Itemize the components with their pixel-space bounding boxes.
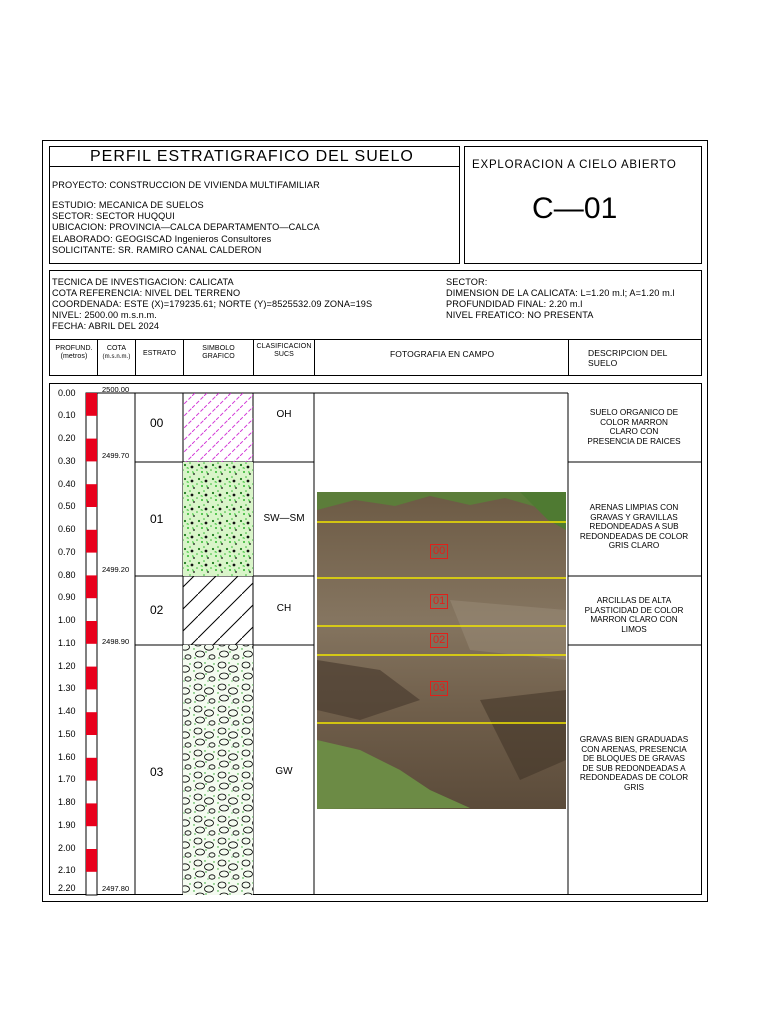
depth-label: 0.70 <box>58 547 76 557</box>
depth-label: 1.00 <box>58 615 76 625</box>
col-cota-1: COTA <box>106 345 127 352</box>
depth-label: 0.00 <box>58 388 76 398</box>
depth-label: 2.20 <box>58 883 76 893</box>
depth-label: 1.50 <box>58 729 76 739</box>
exploration-title: EXPLORACION A CIELO ABIERTO <box>472 159 677 171</box>
page-title: PERFIL ESTRATIGRAFICO DEL SUELO <box>90 148 414 165</box>
col-simbolo-1: SIMBOLO <box>202 345 235 352</box>
col-profund-2: (metros) <box>60 353 88 360</box>
proyecto-line: PROYECTO: CONSTRUCCION DE VIVIENDA MULTIFAMILIAR <box>52 180 320 190</box>
coordenada-line: COORDENADA: ESTE (X)=179235.61; NORTE (Y)=8525532.09 ZONA=19S <box>52 299 373 309</box>
profundidad-line: PROFUNDIDAD FINAL: 2.20 m.l <box>446 299 583 309</box>
depth-label: 0.40 <box>58 479 76 489</box>
sector-line: SECTOR: SECTOR HUQQUI <box>52 211 175 221</box>
depth-label: 1.10 <box>58 638 76 648</box>
depth-label: 0.90 <box>58 592 76 602</box>
depth-label: 0.10 <box>58 410 76 420</box>
stratum-number: 01 <box>150 512 164 526</box>
desc-line: PLASTICIDAD DE COLOR <box>584 605 684 615</box>
depth-label: 2.00 <box>58 843 76 853</box>
depth-label: 1.90 <box>58 820 76 830</box>
sucs-class: CH <box>276 603 292 614</box>
col-estrato: ESTRATO <box>142 350 177 357</box>
sucs-class: OH <box>276 409 292 420</box>
col-simbolo-2: GRAFICO <box>202 353 235 360</box>
depth-label: 1.30 <box>58 683 76 693</box>
stratum-description <box>572 408 696 446</box>
depth-label: 0.50 <box>58 501 76 511</box>
col-desc-2: SUELO <box>588 358 618 368</box>
desc-line: PRESENCIA DE RAICES <box>587 436 681 446</box>
sucs-class: GW <box>275 766 293 777</box>
desc-line: GRIS <box>623 782 645 792</box>
solicitante-line: SOLICITANTE: SR. RAMIRO CANAL CALDERON <box>52 245 262 255</box>
cota-label: 2499.70 <box>102 451 130 460</box>
cota-label: 2497.80 <box>102 884 130 893</box>
freatico-line: NIVEL FREATICO: NO PRESENTA <box>446 310 594 320</box>
depth-label: 1.20 <box>58 661 76 671</box>
fecha-line: FECHA: ABRIL DEL 2024 <box>52 321 160 331</box>
col-cota-2: (m.s.n.m.) <box>102 354 131 360</box>
stratum-description <box>572 503 696 551</box>
cota-ref-line: COTA REFERENCIA: NIVEL DEL TERRENO <box>52 288 241 298</box>
desc-line: REDONDEADAS A SUB <box>589 522 679 532</box>
cota-label: 2499.20 <box>102 565 130 574</box>
stratum-number: 02 <box>150 603 164 617</box>
desc-line: GRAVAS BIEN GRADUADAS <box>579 735 689 744</box>
photo-label: 00 <box>430 544 448 559</box>
desc-line: CON ARENAS, PRESENCIA <box>581 744 687 754</box>
desc-line: LIMOS <box>621 624 647 634</box>
elaborado-line: ELABORADO: GEOGISCAD Ingenieros Consultores <box>52 234 272 244</box>
pit-code: C—01 <box>532 192 618 225</box>
stratum-description <box>572 596 696 634</box>
nivel-line: NIVEL: 2500.00 m.s.n.m. <box>52 310 157 320</box>
depth-label: 1.70 <box>58 774 76 784</box>
col-foto: FOTOGRAFIA EN CAMPO <box>390 349 495 359</box>
desc-line: REDONDEADAS DE COLOR <box>579 531 689 541</box>
desc-line: CLARO CON <box>609 427 659 437</box>
depth-label: 2.10 <box>58 865 76 875</box>
desc-line: ARCILLAS DE ALTA <box>596 596 672 605</box>
depth-label: 0.80 <box>58 570 76 580</box>
stratum-number: 00 <box>150 416 164 430</box>
depth-label: 1.80 <box>58 797 76 807</box>
col-clasif-1: CLASIFICACION <box>256 343 312 350</box>
depth-label: 0.20 <box>58 433 76 443</box>
photo-label: 02 <box>430 633 448 648</box>
stratum-number: 03 <box>150 765 164 779</box>
estudio-line: ESTUDIO: MECANICA DE SUELOS <box>52 200 204 210</box>
cota-label: 2498.90 <box>102 637 130 646</box>
stratum-description <box>572 735 696 793</box>
sucs-class: SW—SM <box>263 513 305 524</box>
desc-line: ARENAS LIMPIAS CON <box>589 503 679 512</box>
col-profund-1: PROFUND. <box>55 345 93 352</box>
desc-line: SUELO ORGANICO DE <box>589 408 679 417</box>
sector-field: SECTOR: <box>446 277 488 287</box>
desc-line: REDONDEADAS DE COLOR <box>579 773 689 783</box>
cota-label: 2500.00 <box>102 385 130 394</box>
photo-label: 03 <box>430 681 448 696</box>
desc-line: GRAVAS Y GRAVILLAS <box>590 512 678 522</box>
desc-line: DE SUB REDONDEADAS A <box>582 763 686 773</box>
ubicacion-line: UBICACION: PROVINCIA—CALCA DEPARTAMENTO—CALCA <box>52 222 320 232</box>
depth-label: 1.60 <box>58 752 76 762</box>
dimension-line: DIMENSION DE LA CALICATA: L=1.20 m.l; A=1.20 m.l <box>446 288 675 298</box>
tecnica-line: TECNICA DE INVESTIGACION: CALICATA <box>52 277 234 287</box>
depth-label: 0.60 <box>58 524 76 534</box>
desc-line: DE BLOQUES DE GRAVAS <box>582 754 686 764</box>
col-desc-1: DESCRIPCION DEL <box>588 348 668 358</box>
desc-line: GRIS CLARO <box>608 541 660 551</box>
desc-line: MARRON CLARO CON <box>590 615 678 625</box>
depth-label: 1.40 <box>58 706 76 716</box>
desc-line: COLOR MARRON <box>600 417 668 427</box>
col-clasif-2: SUCS <box>274 351 294 358</box>
photo-label: 01 <box>430 594 448 609</box>
depth-label: 0.30 <box>58 456 76 466</box>
